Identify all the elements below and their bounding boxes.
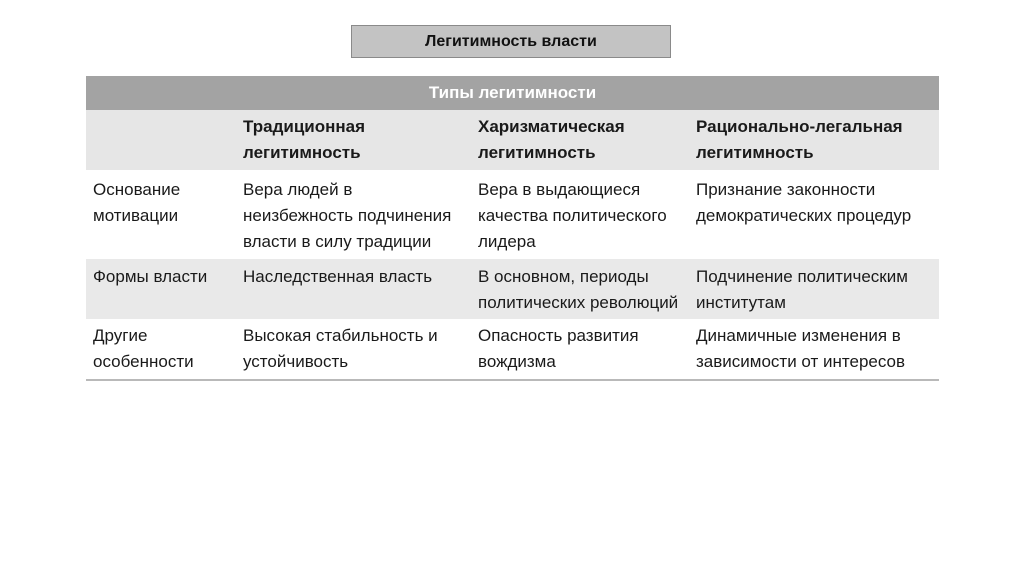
table-cell: Динамичные изменения в зависимости от интересов bbox=[689, 320, 939, 381]
column-header-empty bbox=[86, 110, 236, 171]
legitimacy-table bbox=[86, 76, 939, 381]
table-header: Типы легитимности bbox=[86, 76, 939, 110]
column-header-charismatic: Харизматическая легитимность bbox=[471, 110, 689, 171]
table-cell: Вера людей в неизбежность подчинения власти в силу традиции bbox=[236, 171, 471, 259]
table-cell: Опасность развития вождизма bbox=[471, 320, 689, 381]
table-cell: В основном, периоды политических революций bbox=[471, 259, 689, 320]
table-cell: Наследственная власть bbox=[236, 259, 471, 320]
row-label: Другие особенности bbox=[86, 320, 236, 381]
table-header-row bbox=[86, 76, 939, 110]
table-row bbox=[86, 320, 939, 381]
table-cell: Признание законности демократических процедур bbox=[689, 171, 939, 259]
table-cell: Высокая стабильность и устойчивость bbox=[236, 320, 471, 381]
slide-title: Легитимность власти bbox=[351, 25, 671, 58]
row-label: Формы власти bbox=[86, 259, 236, 320]
table-row bbox=[86, 171, 939, 259]
table-cell: Вера в выдающиеся качества политического лидера bbox=[471, 171, 689, 259]
column-header-rational-legal: Рационально-легальная легитимность bbox=[689, 110, 939, 171]
table-cell: Подчинение политическим институтам bbox=[689, 259, 939, 320]
column-header-traditional: Традиционная легитимность bbox=[236, 110, 471, 171]
table-row bbox=[86, 259, 939, 320]
column-header-row bbox=[86, 110, 939, 171]
row-label: Основание мотивации bbox=[86, 171, 236, 259]
